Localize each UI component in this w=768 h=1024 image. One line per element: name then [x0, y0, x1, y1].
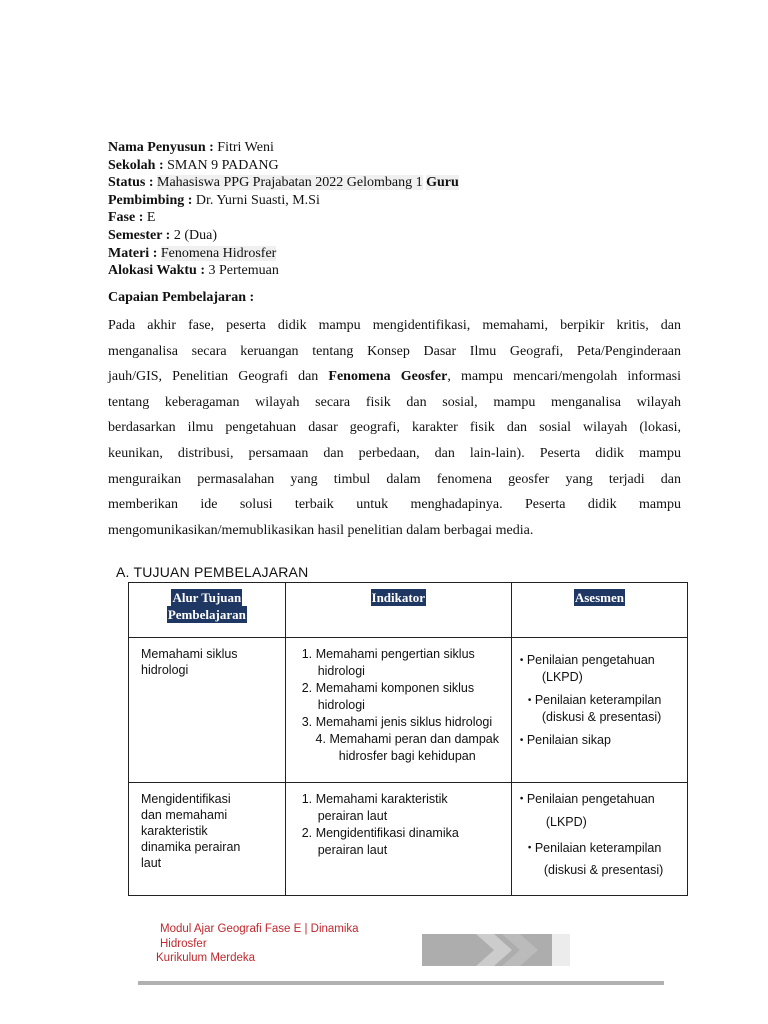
- info-label: Materi :: [108, 245, 158, 261]
- asesmen-list: [520, 789, 683, 880]
- table-row: [129, 783, 688, 896]
- bullet-icon: •: [519, 793, 524, 805]
- list-item: [294, 731, 507, 765]
- paragraph-line: mengomunikasikan/memublikasikan hasil penelitian dalam berbagai media.: [108, 522, 534, 538]
- info-label: Pembimbing :: [108, 192, 193, 208]
- list-item: [294, 646, 507, 680]
- table-row: [129, 638, 688, 783]
- item-text: Memahami jenis siklus hidrologi: [315, 715, 493, 729]
- paragraph-line: berdasarkan ilmu pengetahuan dasar geografi, karakter fisik dan sosial wilayah (lokasi,: [108, 420, 681, 436]
- info-label: Nama Penyusun :: [108, 140, 214, 155]
- item-number: 2.: [301, 826, 313, 840]
- paragraph-line: keunikan, distribusi, persamaan dan perbedaan, dan lain-lain). Peserta didik mampu: [108, 445, 681, 461]
- header-alur: [129, 583, 286, 638]
- indikator-cell: [285, 638, 511, 783]
- asesmen-list: [520, 652, 683, 750]
- item-number: 1.: [301, 792, 313, 806]
- alur-line: dan memahami: [141, 808, 228, 822]
- paragraph-line: menguraikan permasalahan yang timbul dalam fenomena geosfer yang terjadi dan: [108, 471, 681, 487]
- info-value: Fitri Weni: [217, 140, 274, 155]
- info-row-fase: [108, 209, 459, 227]
- info-label: Semester :: [108, 227, 171, 243]
- indikator-cell: [285, 783, 511, 896]
- info-value: E: [146, 210, 156, 226]
- info-value: 3 Pertemuan: [208, 263, 279, 279]
- alur-line: dinamika perairan: [141, 840, 241, 854]
- item-number: 2.: [301, 681, 313, 695]
- list-item: [520, 732, 683, 749]
- alur-line: karakteristik: [141, 824, 208, 838]
- list-item: [520, 692, 683, 726]
- asesmen-text: Penilaian pengetahuan: [526, 653, 655, 667]
- paragraph-text: jauh/GIS, Penelitian Geografi dan: [108, 369, 329, 385]
- info-label: Alokasi Waktu :: [108, 263, 205, 279]
- info-row-materi: [108, 245, 459, 263]
- indikator-list: [294, 646, 507, 765]
- info-value: Fenomena Hidrosfer: [160, 245, 277, 261]
- item-text: Memahami komponen siklus: [315, 681, 475, 695]
- info-row-nama: [108, 139, 459, 157]
- page-footer: [156, 922, 359, 966]
- asesmen-sub: (diskusi & presentasi): [541, 710, 662, 725]
- list-item: [294, 825, 507, 859]
- asesmen-text: Penilaian keterampilan: [534, 840, 662, 855]
- chevron-arrows-icon: [420, 930, 660, 970]
- header-indikator: [285, 583, 511, 638]
- item-text: hidrologi: [317, 664, 365, 678]
- paragraph-text: , mampu mencari/mengolah informasi: [447, 369, 682, 385]
- bold-phrase: Fenomena Geosfer: [328, 369, 448, 385]
- list-item: [520, 652, 683, 686]
- info-row-semester: [108, 227, 459, 245]
- footer-line: Hidrosfer: [160, 937, 207, 950]
- tujuan-table: [128, 582, 688, 896]
- item-number: 3.: [301, 715, 313, 729]
- paragraph-line: memberikan ide solusi terbaik untuk menghadapinya. Peserta didik mampu: [108, 497, 681, 513]
- alur-line: Mengidentifikasi: [141, 792, 231, 806]
- identity-block: [108, 139, 459, 280]
- list-item: [294, 680, 507, 714]
- indikator-list: [294, 791, 507, 859]
- asesmen-text: Penilaian keterampilan: [534, 693, 662, 708]
- item-text: perairan laut: [317, 809, 388, 823]
- header-asesmen: [511, 583, 687, 638]
- paragraph-line: Pada akhir fase, peserta didik mampu mengidentifikasi, memahami, berpikir kritis, dan: [108, 318, 681, 333]
- footer-line: Kurikulum Merdeka: [156, 952, 256, 964]
- asesmen-sub: (diskusi & presentasi): [543, 863, 664, 878]
- alur-cell: [129, 638, 286, 783]
- header-indikator-label: Indikator: [371, 590, 425, 605]
- asesmen-cell: [511, 783, 687, 896]
- list-item: [294, 791, 507, 825]
- asesmen-text: Penilaian sikap: [526, 733, 611, 748]
- item-text: Memahami peran dan dampak: [329, 732, 499, 746]
- info-label: Sekolah :: [108, 157, 164, 173]
- item-text: hidrologi: [317, 698, 365, 712]
- footer-line: Modul Ajar Geografi Fase E | Dinamika: [160, 923, 359, 935]
- info-label: Fase :: [108, 210, 144, 226]
- capaian-title: Capaian Pembelajaran :: [108, 290, 255, 305]
- bullet-icon: •: [519, 655, 524, 667]
- asesmen-sub: (LKPD): [545, 814, 587, 829]
- list-item: [520, 789, 683, 832]
- info-row-alokasi: [108, 262, 459, 280]
- item-text: Memahami karakteristik: [315, 792, 448, 806]
- list-item: [294, 714, 507, 731]
- bullet-icon: •: [527, 695, 532, 707]
- header-alur-line2: Pembelajaran: [167, 607, 246, 622]
- table-header-row: [129, 583, 688, 638]
- bullet-icon: •: [519, 735, 524, 747]
- section-heading-tujuan: A. TUJUAN PEMBELAJARAN: [116, 564, 309, 580]
- capaian-paragraph: [108, 313, 681, 543]
- alur-line: Memahami siklus: [141, 647, 238, 661]
- paragraph-line-3: [108, 364, 681, 390]
- asesmen-text: Penilaian pengetahuan: [526, 792, 655, 806]
- footer-divider: [138, 981, 664, 985]
- info-row-status: [108, 174, 459, 192]
- info-row-sekolah: [108, 157, 459, 175]
- alur-cell: [129, 783, 286, 896]
- paragraph-line: menganalisa secara keruangan tentang Konsep Dasar Ilmu Geografi, Peta/Penginderaan: [108, 343, 681, 359]
- item-text: Memahami pengertian siklus: [315, 647, 475, 661]
- asesmen-sub: (LKPD): [541, 670, 583, 685]
- item-number: 4.: [315, 732, 326, 746]
- header-alur-line1: Alur Tujuan: [172, 590, 242, 605]
- alur-line: hidrologi: [141, 663, 189, 677]
- list-item: [520, 838, 683, 881]
- asesmen-cell: [511, 638, 687, 783]
- info-suffix: Guru: [426, 175, 459, 191]
- bullet-icon: •: [527, 842, 532, 854]
- info-value: Dr. Yurni Suasti, M.Si: [195, 192, 320, 208]
- header-asesmen-label: Asesmen: [574, 590, 624, 605]
- info-value: SMAN 9 PADANG: [167, 157, 279, 173]
- info-value: 2 (Dua): [173, 227, 217, 243]
- info-label: Status :: [108, 175, 154, 191]
- item-number: 1.: [301, 647, 313, 661]
- item-text: hidrosfer bagi kehidupan: [338, 749, 476, 763]
- info-value: Mahasiswa PPG Prajabatan 2022 Gelombang 1: [157, 175, 423, 191]
- info-row-pembimbing: [108, 192, 459, 210]
- item-text: Mengidentifikasi dinamika: [315, 826, 459, 840]
- item-text: perairan laut: [317, 843, 388, 857]
- alur-line: laut: [141, 856, 162, 870]
- paragraph-line: tentang keberagaman wilayah secara fisik dan sosial, mampu menganalisa wilayah: [108, 394, 681, 410]
